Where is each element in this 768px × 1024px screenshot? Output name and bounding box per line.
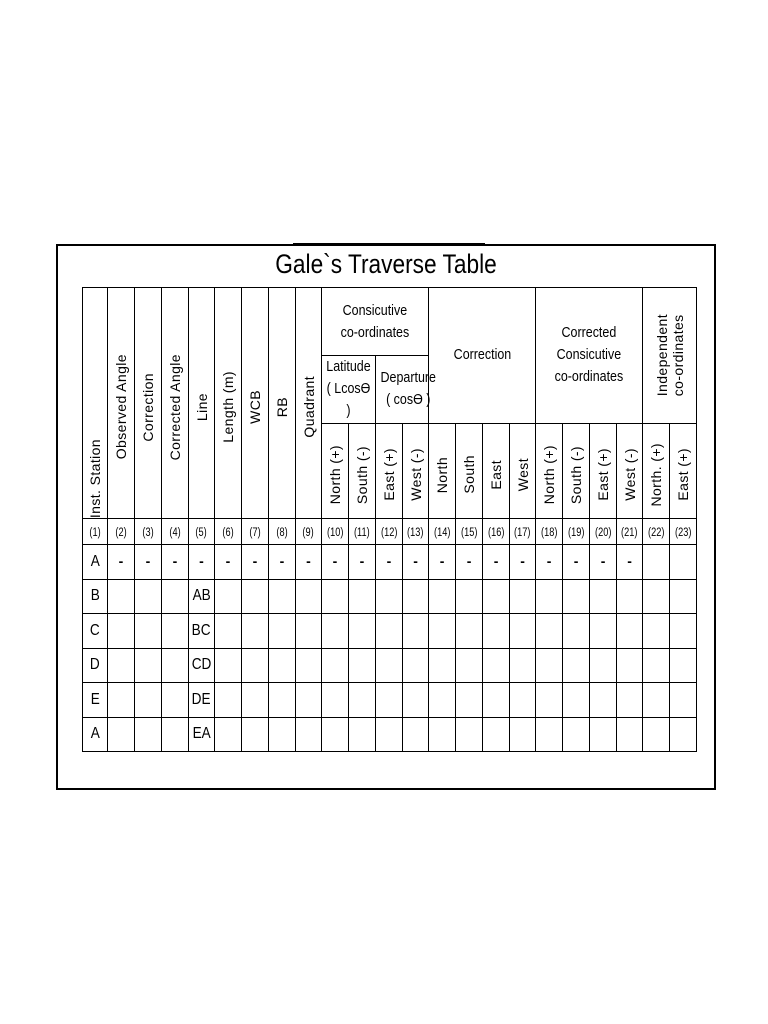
data-row-group (83, 545, 697, 752)
cell-value: - (306, 552, 311, 569)
column-number-cell (162, 519, 189, 545)
table-cell (296, 545, 322, 580)
table-cell (322, 614, 349, 649)
col-header-label: East (+) (381, 448, 397, 502)
header-row-1 (83, 288, 697, 356)
table-cell (456, 614, 483, 649)
table-cell (617, 717, 643, 752)
col-header-label: East (488, 459, 505, 490)
col-header-label: West (-) (621, 448, 638, 502)
table-cell (242, 614, 269, 649)
table-cell (349, 579, 376, 614)
table-cell (135, 545, 162, 580)
column-number: (5) (195, 526, 208, 539)
table-cell (617, 648, 643, 683)
column-number: (1) (89, 526, 101, 539)
table-cell (322, 579, 349, 614)
column-number-cell (322, 519, 349, 545)
group-label: Consicutive co-ordinates (340, 302, 410, 341)
table-cell (483, 683, 510, 718)
cell-value: - (520, 552, 525, 569)
table-cell (215, 614, 242, 649)
group-label: Departure ( cosϴ ) (380, 370, 436, 409)
line-cell (189, 579, 215, 614)
table-cell (590, 614, 617, 649)
column-number: (2) (115, 526, 127, 539)
column-number-cell (536, 519, 563, 545)
group-corrected-consecutive (536, 288, 643, 424)
column-number: (10) (326, 526, 344, 539)
col-header-label: West (-) (407, 448, 424, 502)
station-label: E (90, 690, 100, 708)
col-header-18 (536, 423, 563, 518)
table-cell (536, 545, 563, 580)
table-cell (349, 545, 376, 580)
traverse-table-frame (56, 244, 716, 790)
table-cell (376, 683, 403, 718)
line-label: - (199, 552, 204, 569)
table-cell (536, 717, 563, 752)
column-number: (21) (621, 526, 638, 539)
table-cell (510, 579, 536, 614)
table-cell (296, 648, 322, 683)
column-number: (16) (487, 526, 505, 539)
col-header-17 (510, 423, 536, 518)
table-cell (403, 648, 429, 683)
table-cell (296, 717, 322, 752)
col-header-7 (242, 288, 269, 519)
table-cell (429, 545, 456, 580)
table-title: Gale`s Traverse Table (275, 249, 497, 279)
col-header-label: Corrected Angle (167, 353, 183, 461)
column-number-cell (617, 519, 643, 545)
table-cell (242, 683, 269, 718)
column-number: (7) (249, 526, 261, 539)
title-rule (293, 243, 485, 244)
cell-value: - (332, 552, 338, 569)
column-number: (19) (567, 526, 585, 539)
line-cell (189, 683, 215, 718)
table-row (83, 579, 697, 614)
column-number: (22) (647, 526, 665, 539)
table-cell (296, 579, 322, 614)
table-cell (269, 545, 296, 580)
column-number: (18) (540, 526, 558, 539)
column-number-cell (670, 519, 697, 545)
table-cell (403, 717, 429, 752)
table-cell (215, 648, 242, 683)
group-independent-coordinates (643, 288, 697, 424)
table-cell (349, 614, 376, 649)
table-cell (269, 579, 296, 614)
col-header-label: North (434, 456, 451, 493)
column-number: (14) (433, 526, 451, 539)
line-cell (189, 614, 215, 649)
col-header-label: Correction (140, 372, 156, 442)
gales-traverse-table (82, 287, 697, 752)
table-cell (403, 683, 429, 718)
cell-value: - (546, 552, 552, 569)
table-cell (590, 648, 617, 683)
col-header-16 (483, 423, 510, 518)
column-number: (6) (222, 526, 234, 539)
column-number: (15) (460, 526, 478, 539)
column-number: (8) (276, 526, 288, 539)
group-label: Correction (453, 347, 511, 364)
column-number: (20) (594, 526, 612, 539)
col-header-22 (643, 423, 670, 518)
cell-value: - (413, 552, 418, 569)
table-cell (215, 579, 242, 614)
table-cell (162, 717, 189, 752)
table-cell (563, 683, 590, 718)
col-header-label: West (514, 458, 531, 492)
table-cell (349, 717, 376, 752)
table-cell (376, 614, 403, 649)
cell-value: - (493, 552, 499, 569)
column-number-cell (108, 519, 135, 545)
table-cell (322, 648, 349, 683)
col-header-label: Length (m) (220, 371, 236, 443)
station-label: C (90, 621, 100, 639)
cell-value: - (252, 552, 258, 569)
table-cell (296, 683, 322, 718)
table-cell (242, 579, 269, 614)
table-cell (215, 683, 242, 718)
table-cell (670, 579, 697, 614)
table-cell (510, 545, 536, 580)
table-cell (349, 683, 376, 718)
table-cell (617, 683, 643, 718)
table-cell (269, 717, 296, 752)
table-cell (215, 717, 242, 752)
line-label: EA (192, 725, 211, 743)
column-number: (12) (380, 526, 398, 539)
table-row (83, 717, 697, 752)
col-header-4 (162, 288, 189, 519)
table-cell (429, 683, 456, 718)
column-number-cell (296, 519, 322, 545)
table-cell (456, 579, 483, 614)
col-header-label: Quadrant (300, 376, 317, 438)
column-number-cell (376, 519, 403, 545)
cell-value: - (600, 552, 606, 569)
table-cell (135, 648, 162, 683)
table-cell (670, 545, 697, 580)
table-cell (108, 545, 135, 580)
table-cell (162, 545, 189, 580)
station-label: A (90, 552, 100, 570)
table-cell (643, 614, 670, 649)
station-cell (83, 717, 108, 752)
table-cell (563, 545, 590, 580)
table-cell (617, 579, 643, 614)
col-header-6 (215, 288, 242, 519)
column-number-cell (215, 519, 242, 545)
table-cell (429, 648, 456, 683)
column-number: (17) (514, 526, 531, 539)
column-number-cell (563, 519, 590, 545)
col-header-19 (563, 423, 590, 518)
group-correction (429, 288, 536, 424)
col-header-label: South (-) (568, 445, 585, 504)
line-label: DE (192, 690, 211, 708)
table-cell (643, 717, 670, 752)
cell-value: - (118, 552, 124, 569)
group-label: Latitude ( Lcosϴ ) (326, 359, 371, 420)
table-cell (590, 579, 617, 614)
column-number-row (83, 519, 697, 545)
table-cell (483, 614, 510, 649)
table-cell (563, 614, 590, 649)
table-cell (376, 717, 403, 752)
col-header-2 (108, 288, 135, 519)
column-number: (3) (142, 526, 154, 539)
table-row (83, 683, 697, 718)
station-label: B (90, 587, 100, 605)
cell-value: - (225, 552, 231, 569)
table-cell (456, 717, 483, 752)
col-header-11 (349, 423, 376, 518)
line-cell (189, 717, 215, 752)
col-header-label: Observed Angle (113, 354, 129, 460)
table-cell (108, 648, 135, 683)
table-cell (563, 579, 590, 614)
table-cell (108, 614, 135, 649)
cell-value: - (386, 552, 392, 569)
table-cell (670, 648, 697, 683)
table-cell (322, 545, 349, 580)
station-label: D (90, 656, 100, 674)
table-cell (162, 683, 189, 718)
table-cell (617, 614, 643, 649)
table-cell (403, 579, 429, 614)
table-cell (510, 614, 536, 649)
table-cell (403, 545, 429, 580)
cell-value: - (172, 552, 178, 569)
col-header-23 (670, 423, 697, 518)
table-cell (162, 579, 189, 614)
line-cell (189, 545, 215, 580)
cell-value: - (145, 552, 151, 569)
cell-value: - (627, 552, 632, 569)
table-cell (429, 614, 456, 649)
table-cell (322, 683, 349, 718)
table-cell (483, 717, 510, 752)
col-header-label: Inst. Station (87, 438, 103, 518)
line-label: AB (192, 587, 211, 605)
cell-value: - (439, 552, 445, 569)
col-header-8 (269, 288, 296, 519)
column-number-cell (189, 519, 215, 545)
table-cell (269, 614, 296, 649)
col-header-label: East (+) (595, 448, 612, 502)
column-number: (9) (302, 526, 315, 539)
table-cell (376, 579, 403, 614)
table-cell (483, 579, 510, 614)
column-number-cell (590, 519, 617, 545)
table-cell (536, 648, 563, 683)
col-header-5 (189, 288, 215, 519)
table-row (83, 648, 697, 683)
column-number-cell (456, 519, 483, 545)
column-number-cell (242, 519, 269, 545)
col-header-label: South (-) (354, 445, 370, 504)
table-cell (670, 683, 697, 718)
col-header-1 (83, 288, 108, 519)
table-cell (322, 717, 349, 752)
cell-value: - (466, 552, 472, 569)
table-cell (643, 683, 670, 718)
column-number-cell (403, 519, 429, 545)
table-cell (376, 648, 403, 683)
table-cell (536, 683, 563, 718)
table-cell (510, 683, 536, 718)
line-cell (189, 648, 215, 683)
column-number: (23) (674, 526, 692, 539)
table-cell (108, 579, 135, 614)
table-cell (242, 648, 269, 683)
table-cell (108, 683, 135, 718)
table-cell (162, 614, 189, 649)
table-cell (162, 648, 189, 683)
table-cell (135, 614, 162, 649)
col-header-label: RB (274, 396, 290, 418)
cell-value: - (279, 552, 285, 569)
index-row-group (83, 519, 697, 545)
table-cell (242, 545, 269, 580)
table-cell (108, 717, 135, 752)
col-header-12 (376, 423, 403, 518)
col-header-label: South (461, 455, 478, 495)
table-cell (536, 614, 563, 649)
table-cell (590, 683, 617, 718)
table-cell (536, 579, 563, 614)
column-number-cell (135, 519, 162, 545)
table-cell (349, 648, 376, 683)
column-number: (13) (407, 526, 424, 539)
table-cell (456, 648, 483, 683)
column-number: (4) (169, 526, 181, 539)
col-header-label: North (+) (541, 445, 558, 505)
table-cell (510, 648, 536, 683)
col-header-20 (590, 423, 617, 518)
table-cell (403, 614, 429, 649)
col-header-label: North (+) (327, 445, 343, 505)
table-cell (483, 545, 510, 580)
column-number-cell (269, 519, 296, 545)
col-header-label: Line (193, 392, 210, 422)
group-label: Independent co-ordinates (653, 314, 686, 397)
table-cell (429, 579, 456, 614)
station-cell (83, 579, 108, 614)
table-cell (269, 683, 296, 718)
col-header-3 (135, 288, 162, 519)
table-cell (135, 683, 162, 718)
cell-value: - (359, 552, 365, 569)
table-cell (456, 683, 483, 718)
line-label: CD (191, 656, 212, 674)
table-cell (670, 717, 697, 752)
col-header-10 (322, 423, 349, 518)
table-cell (563, 648, 590, 683)
table-cell (617, 545, 643, 580)
cell-value: - (573, 552, 579, 569)
col-header-14 (429, 423, 456, 518)
table-cell (376, 545, 403, 580)
station-cell (83, 614, 108, 649)
table-cell (215, 545, 242, 580)
group-latitude (322, 356, 376, 423)
table-cell (242, 717, 269, 752)
table-cell (483, 648, 510, 683)
column-number-cell (510, 519, 536, 545)
col-header-15 (456, 423, 483, 518)
table-cell (590, 545, 617, 580)
col-header-label: WCB (247, 390, 263, 424)
table-cell (429, 717, 456, 752)
table-cell (296, 614, 322, 649)
column-number-cell (83, 519, 108, 545)
column-number-cell (429, 519, 456, 545)
table-cell (563, 717, 590, 752)
column-number-cell (349, 519, 376, 545)
table-cell (456, 545, 483, 580)
table-cell (670, 614, 697, 649)
station-cell (83, 648, 108, 683)
col-header-9 (296, 288, 322, 519)
table-cell (510, 717, 536, 752)
column-number-cell (643, 519, 670, 545)
station-cell (83, 683, 108, 718)
group-departure (376, 356, 436, 423)
table-cell (590, 717, 617, 752)
table-cell (135, 717, 162, 752)
col-header-label: North. (+) (648, 443, 665, 507)
table-row (83, 614, 697, 649)
station-label: A (90, 725, 100, 743)
group-consecutive-coordinates (322, 288, 429, 356)
table-cell (269, 648, 296, 683)
table-cell (135, 579, 162, 614)
table-row (83, 545, 697, 580)
line-label: BC (192, 621, 211, 639)
column-number: (11) (354, 526, 370, 539)
table-cell (643, 579, 670, 614)
col-header-label: East (+) (675, 448, 692, 502)
col-header-13 (403, 423, 429, 518)
group-label: Corrected Consicutive co-ordinates (554, 325, 624, 386)
table-cell (643, 545, 670, 580)
col-header-21 (617, 423, 643, 518)
station-cell (83, 545, 108, 580)
column-number-cell (483, 519, 510, 545)
table-cell (643, 648, 670, 683)
